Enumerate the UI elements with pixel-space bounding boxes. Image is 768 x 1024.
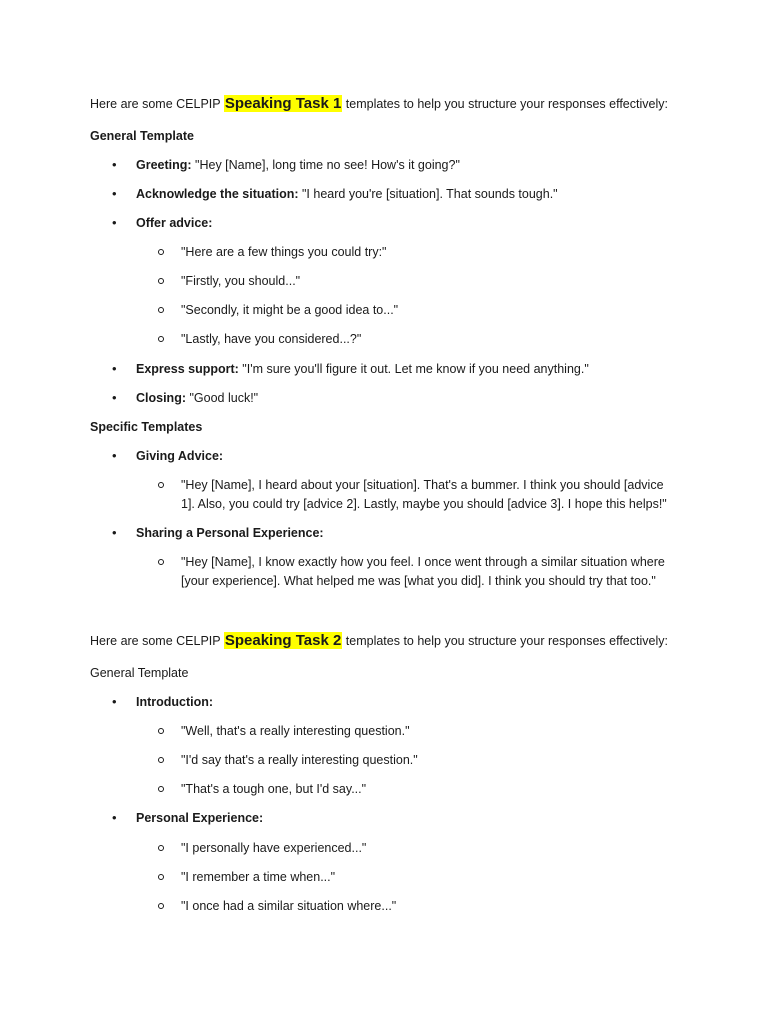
personal-experience-label: Personal Experience: — [136, 811, 264, 825]
bullet-icon: • — [112, 215, 117, 230]
offer-advice-label: Offer advice: — [136, 216, 213, 230]
support-label: Express support: — [136, 362, 239, 376]
support-item — [136, 361, 589, 377]
acknowledge-item — [136, 186, 558, 202]
offer-item: "Here are a few things you could try:" — [181, 245, 387, 259]
task2-general-heading: General Template — [90, 666, 189, 680]
specific-templates-heading: Specific Templates — [90, 420, 203, 434]
sharing-experience-line-1: "Hey [Name], I know exactly how you feel. I once went through a similar situation where — [181, 555, 665, 569]
personal-experience-item: "I once had a similar situation where..." — [181, 899, 397, 913]
task1-intro-suffix: templates to help you structure your responses effectively: — [342, 97, 668, 111]
circle-bullet-icon — [158, 559, 164, 565]
acknowledge-text: "I heard you're [situation]. That sounds tough." — [298, 187, 558, 201]
closing-label: Closing: — [136, 391, 186, 405]
giving-advice-line-1: "Hey [Name], I heard about your [situation]. That's a bummer. I think you should [advice — [181, 478, 664, 492]
circle-bullet-icon — [158, 482, 164, 488]
sharing-experience-label: Sharing a Personal Experience: — [136, 526, 324, 540]
introduction-label: Introduction: — [136, 695, 214, 709]
giving-advice-label: Giving Advice: — [136, 449, 224, 463]
personal-experience-item: "I personally have experienced..." — [181, 841, 367, 855]
greeting-item — [136, 157, 460, 173]
task1-intro-prefix: Here are some CELPIP — [90, 97, 224, 111]
introduction-item: "I'd say that's a really interesting question." — [181, 753, 418, 767]
bullet-icon: • — [112, 157, 117, 172]
bullet-icon: • — [112, 525, 117, 540]
bullet-icon: • — [112, 186, 117, 201]
task1-intro — [90, 96, 668, 112]
support-text: "I'm sure you'll figure it out. Let me know if you need anything." — [238, 362, 589, 376]
bullet-icon: • — [112, 361, 117, 376]
greeting-text: "Hey [Name], long time no see! How's it going?" — [191, 158, 460, 172]
introduction-item: "Well, that's a really interesting question." — [181, 724, 410, 738]
circle-bullet-icon — [158, 786, 164, 792]
acknowledge-label: Acknowledge the situation: — [136, 187, 299, 201]
circle-bullet-icon — [158, 757, 164, 763]
offer-item: "Secondly, it might be a good idea to..." — [181, 303, 399, 317]
giving-advice-line-2: 1]. Also, you could try [advice 2]. Lastly, maybe you should [advice 3]. I hope this helps!" — [181, 497, 667, 511]
bullet-icon: • — [112, 390, 117, 405]
closing-text: "Good luck!" — [186, 391, 259, 405]
task2-intro — [90, 633, 668, 649]
task2-intro-prefix: Here are some CELPIP — [90, 634, 224, 648]
bullet-icon: • — [112, 810, 117, 825]
greeting-label: Greeting: — [136, 158, 192, 172]
offer-item: "Firstly, you should..." — [181, 274, 301, 288]
sharing-experience-line-2: [your experience]. What helped me was [what you did]. I think you should try that too." — [181, 574, 656, 588]
task1-general-heading: General Template — [90, 129, 194, 143]
circle-bullet-icon — [158, 307, 164, 313]
circle-bullet-icon — [158, 249, 164, 255]
task1-highlight: Speaking Task 1 — [224, 95, 342, 112]
personal-experience-item: "I remember a time when..." — [181, 870, 336, 884]
circle-bullet-icon — [158, 845, 164, 851]
circle-bullet-icon — [158, 874, 164, 880]
circle-bullet-icon — [158, 728, 164, 734]
circle-bullet-icon — [158, 278, 164, 284]
offer-item: "Lastly, have you considered...?" — [181, 332, 362, 346]
task2-highlight: Speaking Task 2 — [224, 632, 342, 649]
bullet-icon: • — [112, 448, 117, 463]
circle-bullet-icon — [158, 336, 164, 342]
bullet-icon: • — [112, 694, 117, 709]
introduction-item: "That's a tough one, but I'd say..." — [181, 782, 367, 796]
task2-intro-suffix: templates to help you structure your responses effectively: — [342, 634, 668, 648]
circle-bullet-icon — [158, 903, 164, 909]
closing-item — [136, 390, 258, 406]
